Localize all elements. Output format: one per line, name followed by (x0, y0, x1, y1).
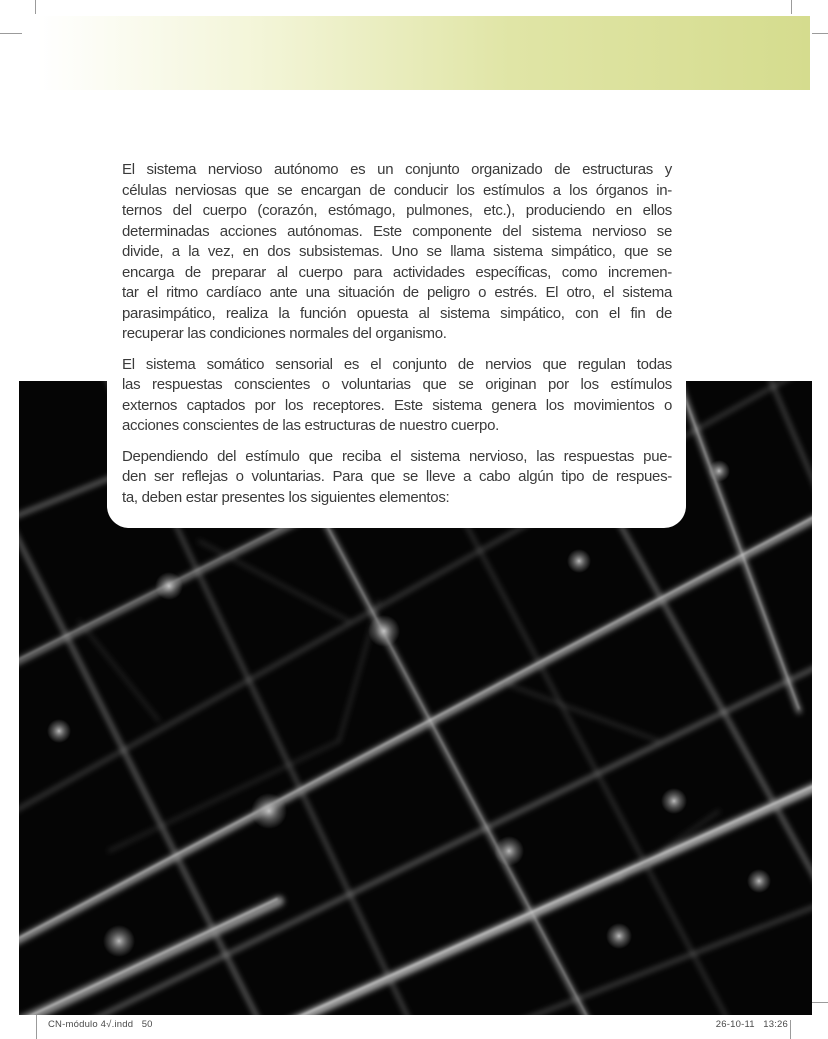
accent-gradient-bar (22, 16, 810, 90)
body-text-card (107, 140, 686, 528)
footer-filename-label: CN-módulo 4√.indd 50 (48, 1019, 153, 1030)
crop-mark-bottom-right-vertical (790, 1020, 791, 1039)
text-line: El sistema somático sensorial es el conjunto de nervios que regulan todas (122, 355, 672, 373)
text-line: ternos del cuerpo (corazón, estómago, pulmones, etc.), produciendo en ellos (122, 202, 672, 219)
text-line: encarga de preparar al cuerpo para actividades específicas, como incremen- (122, 263, 672, 281)
crop-mark-top-left-horizontal (0, 33, 22, 34)
paragraph-autonomic-system (122, 160, 672, 345)
text-line: El sistema nervioso autónomo es un conjunto organizado de estructuras y (122, 161, 672, 178)
crop-mark-top-left-vertical (35, 0, 36, 14)
text-line: células nerviosas que se encargan de conducir los estímulos a los órganos in- (122, 181, 672, 199)
text-line: den ser reflejas o voluntarias. Para que se lleve a cabo algún tipo de respues- (122, 468, 672, 485)
text-line: parasimpático, realiza la función opuesta al sistema simpático, con el fin de (122, 304, 672, 322)
crop-mark-bottom-left-vertical (36, 1012, 37, 1039)
footer-timestamp-label: 26-10-11 13:26 (715, 1019, 788, 1030)
crop-mark-bottom-right-horizontal (812, 1002, 828, 1003)
text-line: Dependiendo del estímulo que reciba el sistema nervioso, las respuestas pue- (122, 447, 672, 465)
text-line: las respuestas conscientes o voluntarias que se originan por los estímulos (122, 376, 672, 393)
paragraph-responses (122, 447, 672, 509)
text-line: divide, a la vez, en dos subsistemas. Uno se llama sistema simpático, que se (122, 243, 672, 260)
text-line: ta, deben estar presentes los siguientes elementos: (122, 488, 450, 506)
crop-mark-top-right-horizontal (812, 33, 828, 34)
text-line: recuperar las condiciones normales del organismo. (122, 325, 447, 342)
text-line: tar el ritmo cardíaco ante una situación de peligro o estrés. El otro, el sistema (122, 284, 672, 301)
paragraph-somatic-system (122, 355, 672, 437)
crop-mark-top-right-vertical (791, 0, 792, 14)
text-line: determinadas acciones autónomas. Este componente del sistema nervioso se (122, 222, 672, 240)
text-line: acciones conscientes de las estructuras de nuestro cuerpo. (122, 417, 499, 434)
text-line: externos captados por los receptores. Este sistema genera los movimientos o (122, 396, 672, 414)
